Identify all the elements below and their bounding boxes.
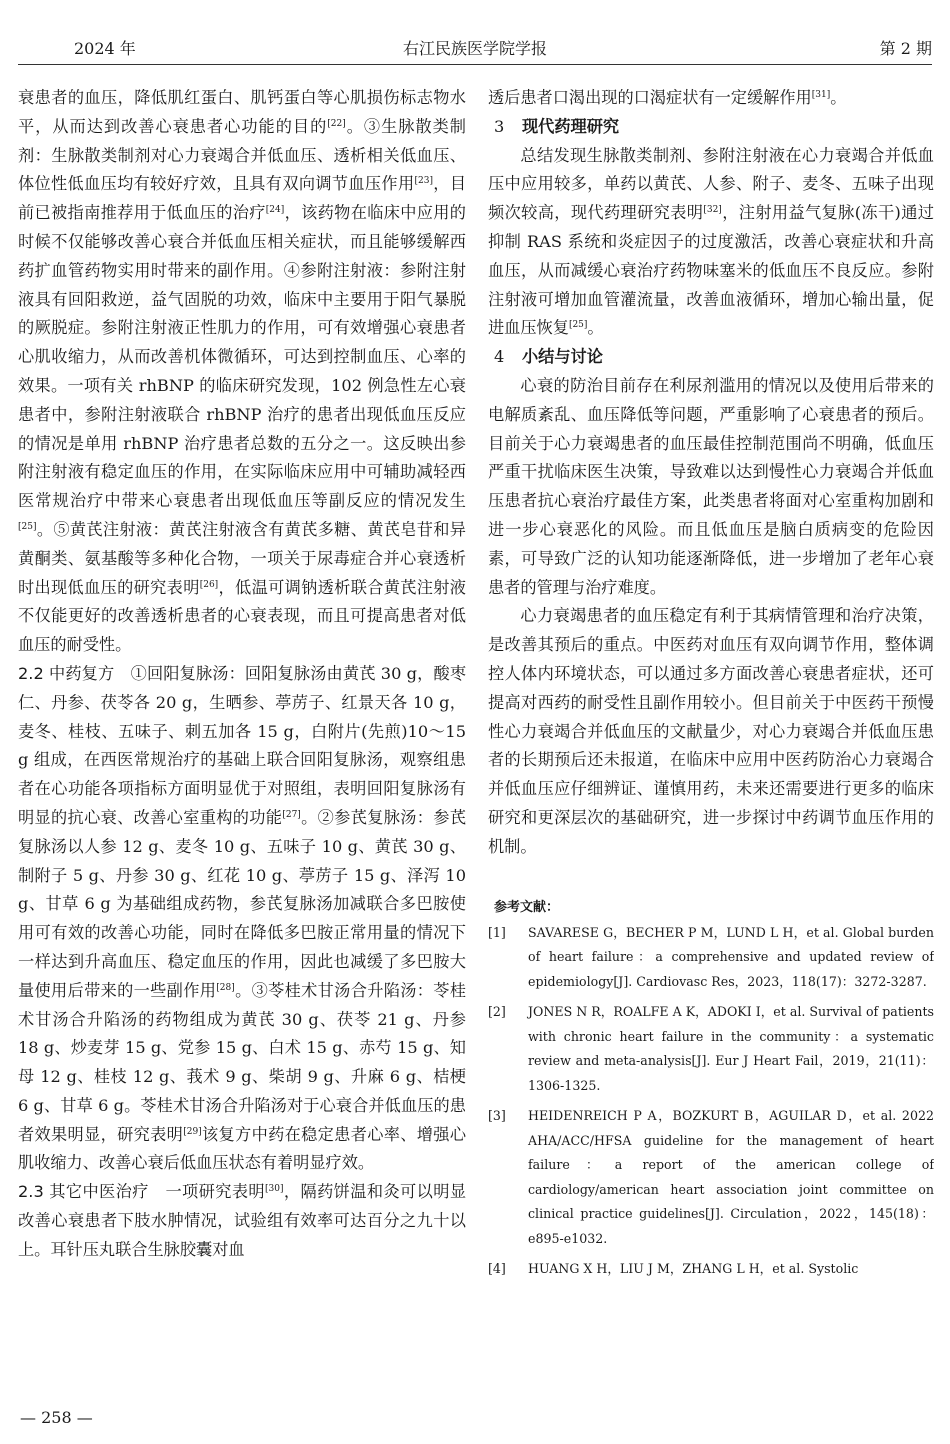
right-column xyxy=(488,84,934,1288)
reference-item: [2] JONES N R，ROALFE A K，ADOKI I，et al. Survival of patients with chronic heart failure in the community：a systematic review and meta-analysis[J]. Eur J Heart Fail，2019，21(11)：1306-1325. xyxy=(488,1004,934,1093)
header-year: 2024 年 xyxy=(74,39,136,58)
reference-item: [1] SAVARESE G，BECHER P M，LUND L H，et al. Global burden of heart failure：a comprehensive and updated review of epidemiology[J]. Cardiovasc Res，2023，118(17)：3272-3287. xyxy=(488,924,934,989)
section-2-3: 2.3 其它中医治疗 一项研究表明[30]，隔药饼温和灸可以明显改善心衰患者下肢水肿情况，试验组有效率可达百分之九十以上。耳针压丸联合生脉胶囊对血 xyxy=(18,1182,466,1259)
section-4-paragraph-1: 心衰的防治目前存在利尿剂滥用的情况以及使用后带来的电解质紊乱、血压降低等问题，严重影响了心衰患者的预后。目前关于心力衰竭患者的血压最佳控制范围尚不明确，低血压严重干扰临床医生决策，导致难以达到慢性心力衰竭合并低血压患者抗心衰治疗最佳方案，此类患者将面对心室重构加剧和进一步心衰恶化的风险。而且低血压是脑白质病变的危险因素，可导致广泛的认知功能逐渐降低，进一步增加了老年心衰患者的管理与治疗难度。 xyxy=(488,375,934,597)
page-number: — 258 — xyxy=(20,1408,93,1427)
section-2-2-heading: 2.2 中药复方 xyxy=(18,663,115,683)
running-header xyxy=(18,36,932,60)
section-4-heading: 4 小结与讨论 xyxy=(494,347,603,367)
section-3-paragraph: 总结发现生脉散类制剂、参附注射液在心力衰竭合并低血压中应用较多，单药以黄芪、人参、附子、麦冬、五味子出现频次较高，现代药理研究表明[32]，注射用益气复脉(冻干)通过抑制 RAS 系统和炎症因子的过度激活，改善心衰症状和升高血压，从而减缓心衰治疗药物味塞米的低血压不良反应。参附注射液可增加血管灌流量，改善血液循环，增加心输出量，促进血压恢复[25]。 xyxy=(488,145,934,338)
header-issue: 第 2 期 xyxy=(879,39,932,58)
right-paragraph-0: 透后患者口渴出现的口渴症状有一定缓解作用[31]。 xyxy=(488,88,847,107)
header-rule xyxy=(18,64,932,65)
header-journal: 右江民族医学院学报 xyxy=(402,39,547,58)
section-4-paragraph-2: 心力衰竭患者的血压稳定有利于其病情管理和治疗决策，是改善其预后的重点。中医药对血压有双向调节作用，整体调控人体内环境状态，可以通过多方面改善心衰患者症状，还可提高对西药的耐受性且副作用较小。但目前关于中医药干预慢性心力衰竭合并低血压的文献量少，对心力衰竭合并低血压患者的长期预后还未报道，在临床中应用中医药防治心力衰竭合并低血压应仔细辨证、谨慎用药，未来还需要进行更多的临床研究和更深层次的基础研究，进一步探讨中药调节血压作用的机制。 xyxy=(488,606,934,856)
section-3-heading: 3 现代药理研究 xyxy=(494,116,620,136)
reference-item: [3] HEIDENREICH P A，BOZKURT B，AGUILAR D，et al. 2022 AHA/ACC/HFSA guideline for the management of heart failure：a report of the american college of cardiology/american heart association joint committee on clinical practice guidelines[J]. Circulation，2022，145(18)：e895-e1032. xyxy=(488,1108,934,1246)
references-title: 参考文献： xyxy=(494,899,560,915)
section-2-2: 2.2 中药复方 ①回阳复脉汤：回阳复脉汤由黄芪 30 g，酸枣仁、丹参、茯苓各 20 g，生晒参、葶苈子、红景天各 10 g，麦冬、桂枝、五味子、刺五加各 15 g，白附片(先煎)10～15 g 组成，在西医常规治疗的基础上联合回阳复脉汤，观察组患者在心功能各项指标方面明显优于对照组，表明回阳复脉汤有明显的抗心衰、改善心室重构的功能[27]。②参芪复脉汤：参芪复脉汤以人参 12 g、麦冬 10 g、五味子 10 g、黄芪 30 g、制附子 5 g、丹参 30 g、红花 10 g、葶苈子 15 g、泽泻 10 g、甘草 6 g 为基础组成药物，参芪复脉汤加减联合多巴胺使用可有效的改善心功能，同时在降低多巴胺正常用量的情况下一样达到升高血压、稳定血压的作用，因此也减缓了多巴胺大量使用后带来的一些副作用[28]。③苓桂术甘汤合升陷汤：苓桂术甘汤合升陷汤的药物组成为黄芪 30 g、茯苓 21 g、丹参 18 g、炒麦芽 15 g、党参 15 g、白术 15 g、赤芍 15 g、知母 12 g、桂枝 12 g、莪术 9 g、柴胡 9 g、升麻 6 g、桔梗 6 g、甘草 6 g。苓桂术甘汤合升陷汤对于心衰合并低血压的患者效果明显，研究表明[29]该复方中药在稳定患者心率、增强心肌收缩力、改善心衰后低血压状态有着明显疗效。 xyxy=(18,663,466,1173)
left-column xyxy=(18,84,466,1265)
reference-item: [4] HUANG X H，LIU J M，ZHANG L H，et al. Systolic xyxy=(488,1261,859,1277)
section-2-3-heading: 2.3 其它中医治疗 xyxy=(18,1182,149,1202)
left-paragraph-1: 衰患者的血压，降低肌红蛋白、肌钙蛋白等心肌损伤标志物水平，从而达到改善心衰患者心功能的目的[22]。③生脉散类制剂：生脉散类制剂对心力衰竭合并低血压、透析相关低血压、体位性低血压均有较好疗效，且具有双向调节血压作用[23]，目前已被指南推荐用于低血压的治疗[24]，该药物在临床中应用的时候不仅能够改善心衰合并低血压相关症状，而且能够缓解西药扩血管药物实用时带来的副作用。④参附注射液：参附注射液具有回阳救逆，益气固脱的功效，临床中主要用于阳气暴脱的厥脱症。参附注射液正性肌力的作用，可有效增强心衰患者心肌收缩力，从而改善机体微循环，可达到控制血压、心率的效果。一项有关 rhBNP 的临床研究发现，102 例急性左心衰患者中，参附注射液联合 rhBNP 治疗的患者出现低血压反应的情况是单用 rhBNP 治疗患者总数的五分之一。这反映出参附注射液有稳定血压的作用，在实际临床应用中可辅助减轻西医常规治疗中带来心衰患者出现低血压等副反应的情况发生[25]。⑤黄芪注射液：黄芪注射液含有黄芪多糖、黄芪皂苷和异黄酮类、氨基酸等多种化合物，一项关于尿毒症合并心衰透析时出现低血压的研究表明[26]，低温可调钠透析联合黄芪注射液不仅能更好的改善透析患者的心衰表现，而且可提高患者对低血压的耐受性。 xyxy=(18,88,466,655)
